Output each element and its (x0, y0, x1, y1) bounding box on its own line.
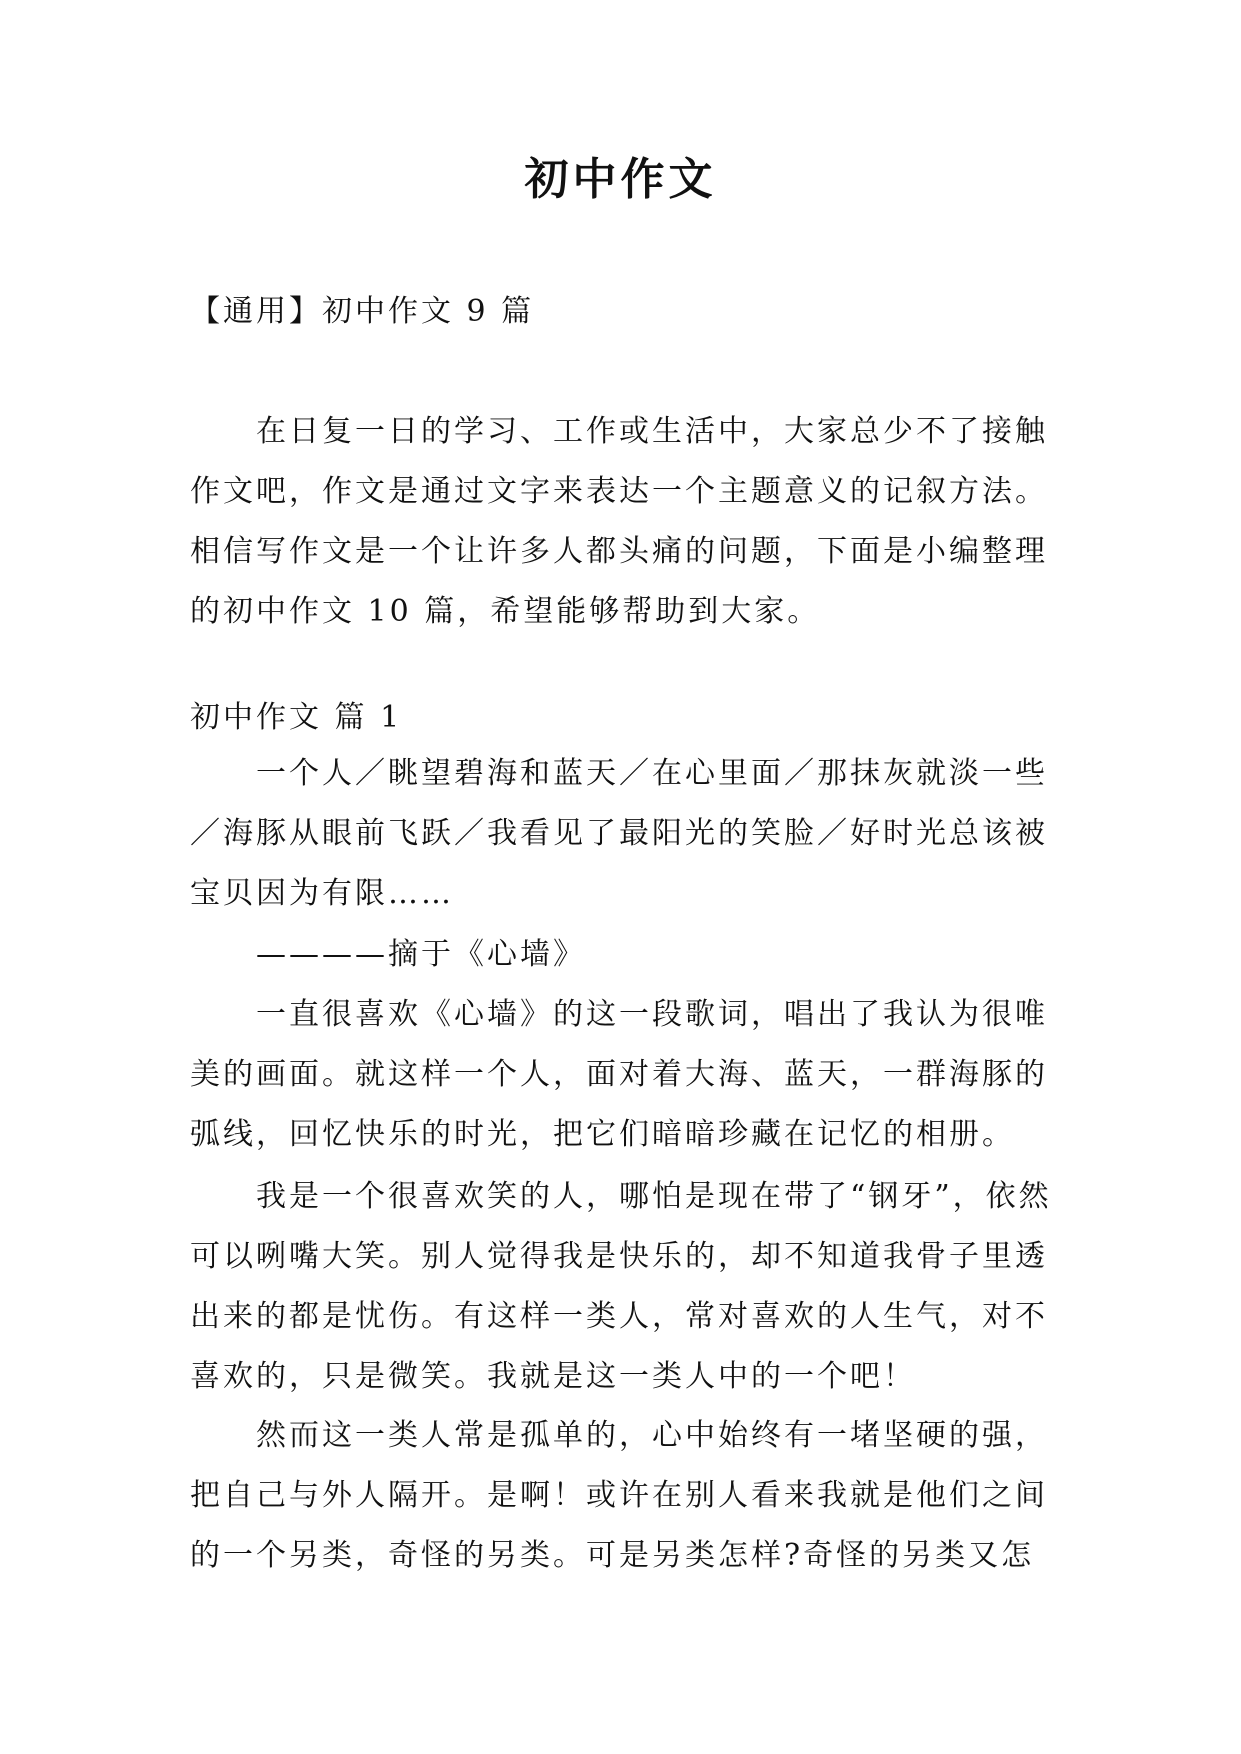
body-paragraph: 一直很喜欢《心墙》的这一段歌词，唱出了我认为很唯美的画面。就这样一个人，面对着大海、蓝天，一群海豚的弧线，回忆快乐的时光，把它们暗暗珍藏在记忆的相册。 (190, 997, 1048, 1152)
body-paragraph: 我是一个很喜欢笑的人，哪怕是现在带了“钢牙”，依然可以咧嘴大笑。别人觉得我是快乐的，却不知道我骨子里透出来的都是忧伤。有这样一类人，常对喜欢的人生气，对不喜欢的，只是微笑。我就是这一类人中的一个吧！ (190, 1179, 1052, 1394)
quote-source: ————摘于《心墙》 (256, 937, 586, 972)
section-heading: 初中作文 篇 1 (190, 700, 403, 735)
body-paragraph: 然而这一类人常是孤单的，心中始终有一堵坚硬的强，把自己与外人隔开。是啊！或许在别人看来我就是他们之间的一个另类，奇怪的另类。可是另类怎样?奇怪的另类又怎 (190, 1418, 1048, 1573)
lyrics-quote: 一个人／眺望碧海和蓝天／在心里面／那抹灰就淡一些／海豚从眼前飞跃／我看见了最阳光的笑脸／好时光总该被宝贝因为有限…… (190, 756, 1048, 911)
intro-paragraph: 在日复一日的学习、工作或生活中，大家总少不了接触作文吧，作文是通过文字来表达一个主题意义的记叙方法。相信写作文是一个让许多人都头痛的问题，下面是小编整理的初中作文 10 篇，希望能够帮助到大家。 (190, 414, 1048, 629)
document-title: 初中作文 (524, 154, 717, 205)
document-subtitle: 【通用】初中作文 9 篇 (190, 294, 535, 329)
